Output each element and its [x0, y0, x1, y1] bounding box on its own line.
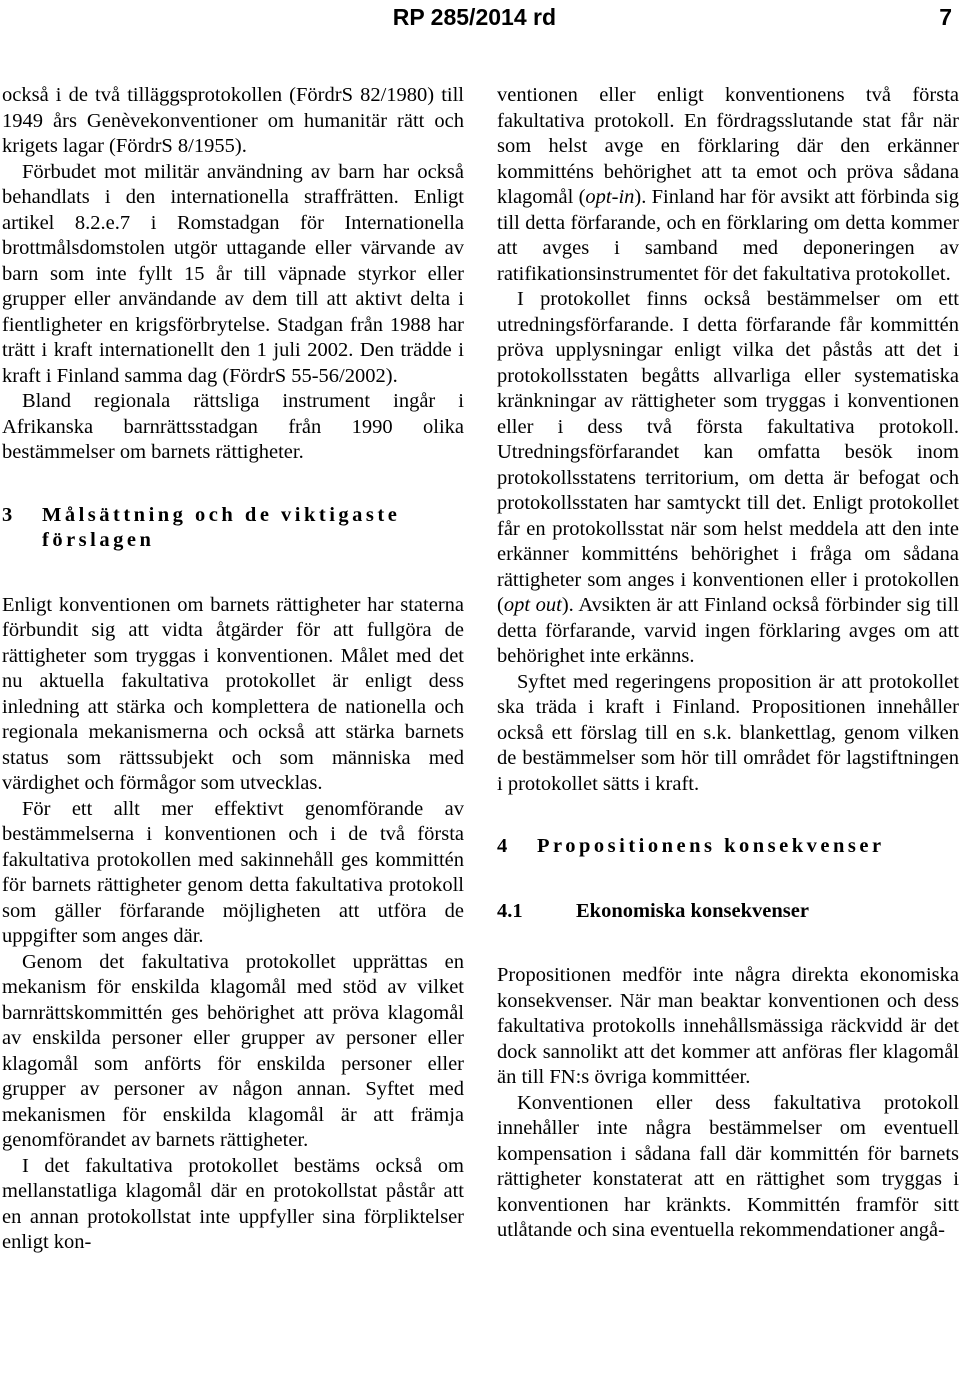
- paragraph: Konventionen eller dess fakultativa protokoll innehåller inte några bestämmelser om eventuell kompensation i sådana fall där kommittén för barnets rättigheter konstaterat att en rättighet som tryggas i konventionen har kränkts. Kommittén framför sitt utlåtande och sina eventuella rekommendationer angå-: [497, 1091, 959, 1241]
- section-title: Propositionens konsekvenser: [537, 835, 885, 857]
- paragraph: Propositionen medför inte några direkta ekonomiska konsekvenser. När man beaktar konventionen och dess fakultativa protokolls innehållsmässiga räckvidd är det dock sannolikt att det kommer att anföras fler klagomål än till FN:s övriga kommittéer.: [497, 964, 959, 1088]
- italic-term: opt out: [503, 594, 562, 616]
- subsection-title: Ekonomiska konsekvenser: [576, 899, 809, 922]
- paragraph: [497, 287, 959, 670]
- section-number: 3: [2, 503, 13, 526]
- section-title: Målsättning och de viktigaste förslagen: [42, 503, 401, 551]
- subsection-heading-4-1: [497, 899, 959, 925]
- paragraph: Enligt konventionen om barnets rättigheter har staterna förbundit sig att vidta åtgärder för att fullgöra de rättigheter som tryggas i konventionen. Målet med det nu aktuella fakultativa protokollet är enligt dess inledning att stärka och komplettera de nationella och regionala mekanismerna och också att stärka barnets status som rättssubjekt och som människa med värdighet och förmågor som utvecklas.: [2, 593, 464, 794]
- italic-term: opt-in: [585, 186, 635, 208]
- subsection-number: 4.1: [497, 899, 523, 922]
- page-number: 7: [939, 4, 952, 30]
- paragraph: För ett allt mer effektivt genomförande av bestämmelserna i konventionen och i de två första fakultativa protokollen med sakinnehåll ges kommittén för barnets rättigheter genom detta fakultativa protokoll som gäller förfarande möjligheten att utföra de uppgifter som anges där.: [2, 797, 464, 947]
- document-reference: RP 285/2014 rd: [392, 4, 556, 30]
- paragraph: också i de två tilläggsprotokollen (FördrS 82/1980) till 1949 års Genèvekonventioner om humanitär rätt och krigets lagar (FördrS 8/1955).: [2, 84, 464, 157]
- paragraph: [497, 83, 959, 287]
- right-column: [497, 83, 959, 1244]
- text-run: ). Finland har för avsikt att förbinda sig till detta förfarande, och en förklaring om detta kommer att avges i samband med deponeringen av ratifikationsinstrumentet för det fakultativa protokollet.: [497, 186, 959, 285]
- paragraph: Bland regionala rättsliga instrument ingår i Afrikanska barnrättsstadgan från 1990 olika bestämmelser om barnets rättigheter.: [2, 390, 464, 463]
- paragraph: Syftet med regeringens proposition är att protokollet ska träda i kraft i Finland. Propositionen innehåller också ett förslag till en s.k. blankettlag, genom vilken de bestämmelser som hör till området för lagstiftningen i protokollet sätts i kraft.: [497, 670, 959, 795]
- page-header: [0, 2, 960, 38]
- left-column: [2, 83, 464, 1256]
- text-run: I protokollet finns också bestämmelser om ett utredningsförfarande. I detta förfarande får kommittén pröva upplysningar enligt vilka det påstås att det i protokollsstaten begåtts allvarliga eller systematiska kränkningar av rättigheter som tryggas i konventionen eller i dess två första fakultativa protokoll. Utredningsförfarandet kan omfatta besök inom protokollsstatens territorium, om detta är befogat och protokollsstaten har samtyckt till det. Enligt protokollet får en protokollsstat när som helst meddela att den inte erkänner kommitténs behörighet i fråga om sådana rättigheter som anges i konventionen eller i protokollen (: [497, 288, 959, 616]
- paragraph: Genom det fakultativa protokollet upprättas en mekanism för enskilda klagomål med stöd av vilket barnrättskommittén ges behörighet att pröva klagomål av enskilda personer eller grupper av personer eller klagomål som anförts för enskilda personer eller grupper av personer av någon annan. Syftet med mekanismen för enskilda klagomål är att främja genomförandet av barnets rättigheter.: [2, 950, 464, 1151]
- text-run: ventionen eller enligt konventionens två första fakultativa protokoll. En fördragsslutande stat får när som helst avge en förklaring där den erkänner kommitténs behörighet att ta emot och pröva sådana klagomål (: [497, 84, 959, 208]
- section-heading-3: [2, 503, 464, 554]
- paragraph: Förbudet mot militär användning av barn har också behandlats i den internationella straffrätten. Enligt artikel 8.2.e.7 i Romstadgan för Internationella brottmålsdomstolen utgör uttagande eller värvande av barn som inte fyllt 15 år till väpnade styrkor eller grupper eller användande av dem till att aktivt delta i fientligheter en krigsförbrytelse. Stadgan från 1988 har trätt i kraft internationellt den 1 juli 2002. Den trädde i kraft i Finland samma dag (FördrS 55-56/2002).: [2, 160, 464, 387]
- text-run: ). Avsikten är att Finland också förbinder sig till detta förfarande, varvid ingen förklaring avges om att behörighet inte erkänns.: [497, 594, 959, 667]
- section-number: 4: [497, 835, 508, 857]
- paragraph: I det fakultativa protokollet bestäms också om mellanstatliga klagomål där en protokollstat påstår att en annan protokollstat inte uppfyller sina förpliktelser enligt kon-: [2, 1154, 464, 1253]
- section-heading-4: [497, 834, 959, 860]
